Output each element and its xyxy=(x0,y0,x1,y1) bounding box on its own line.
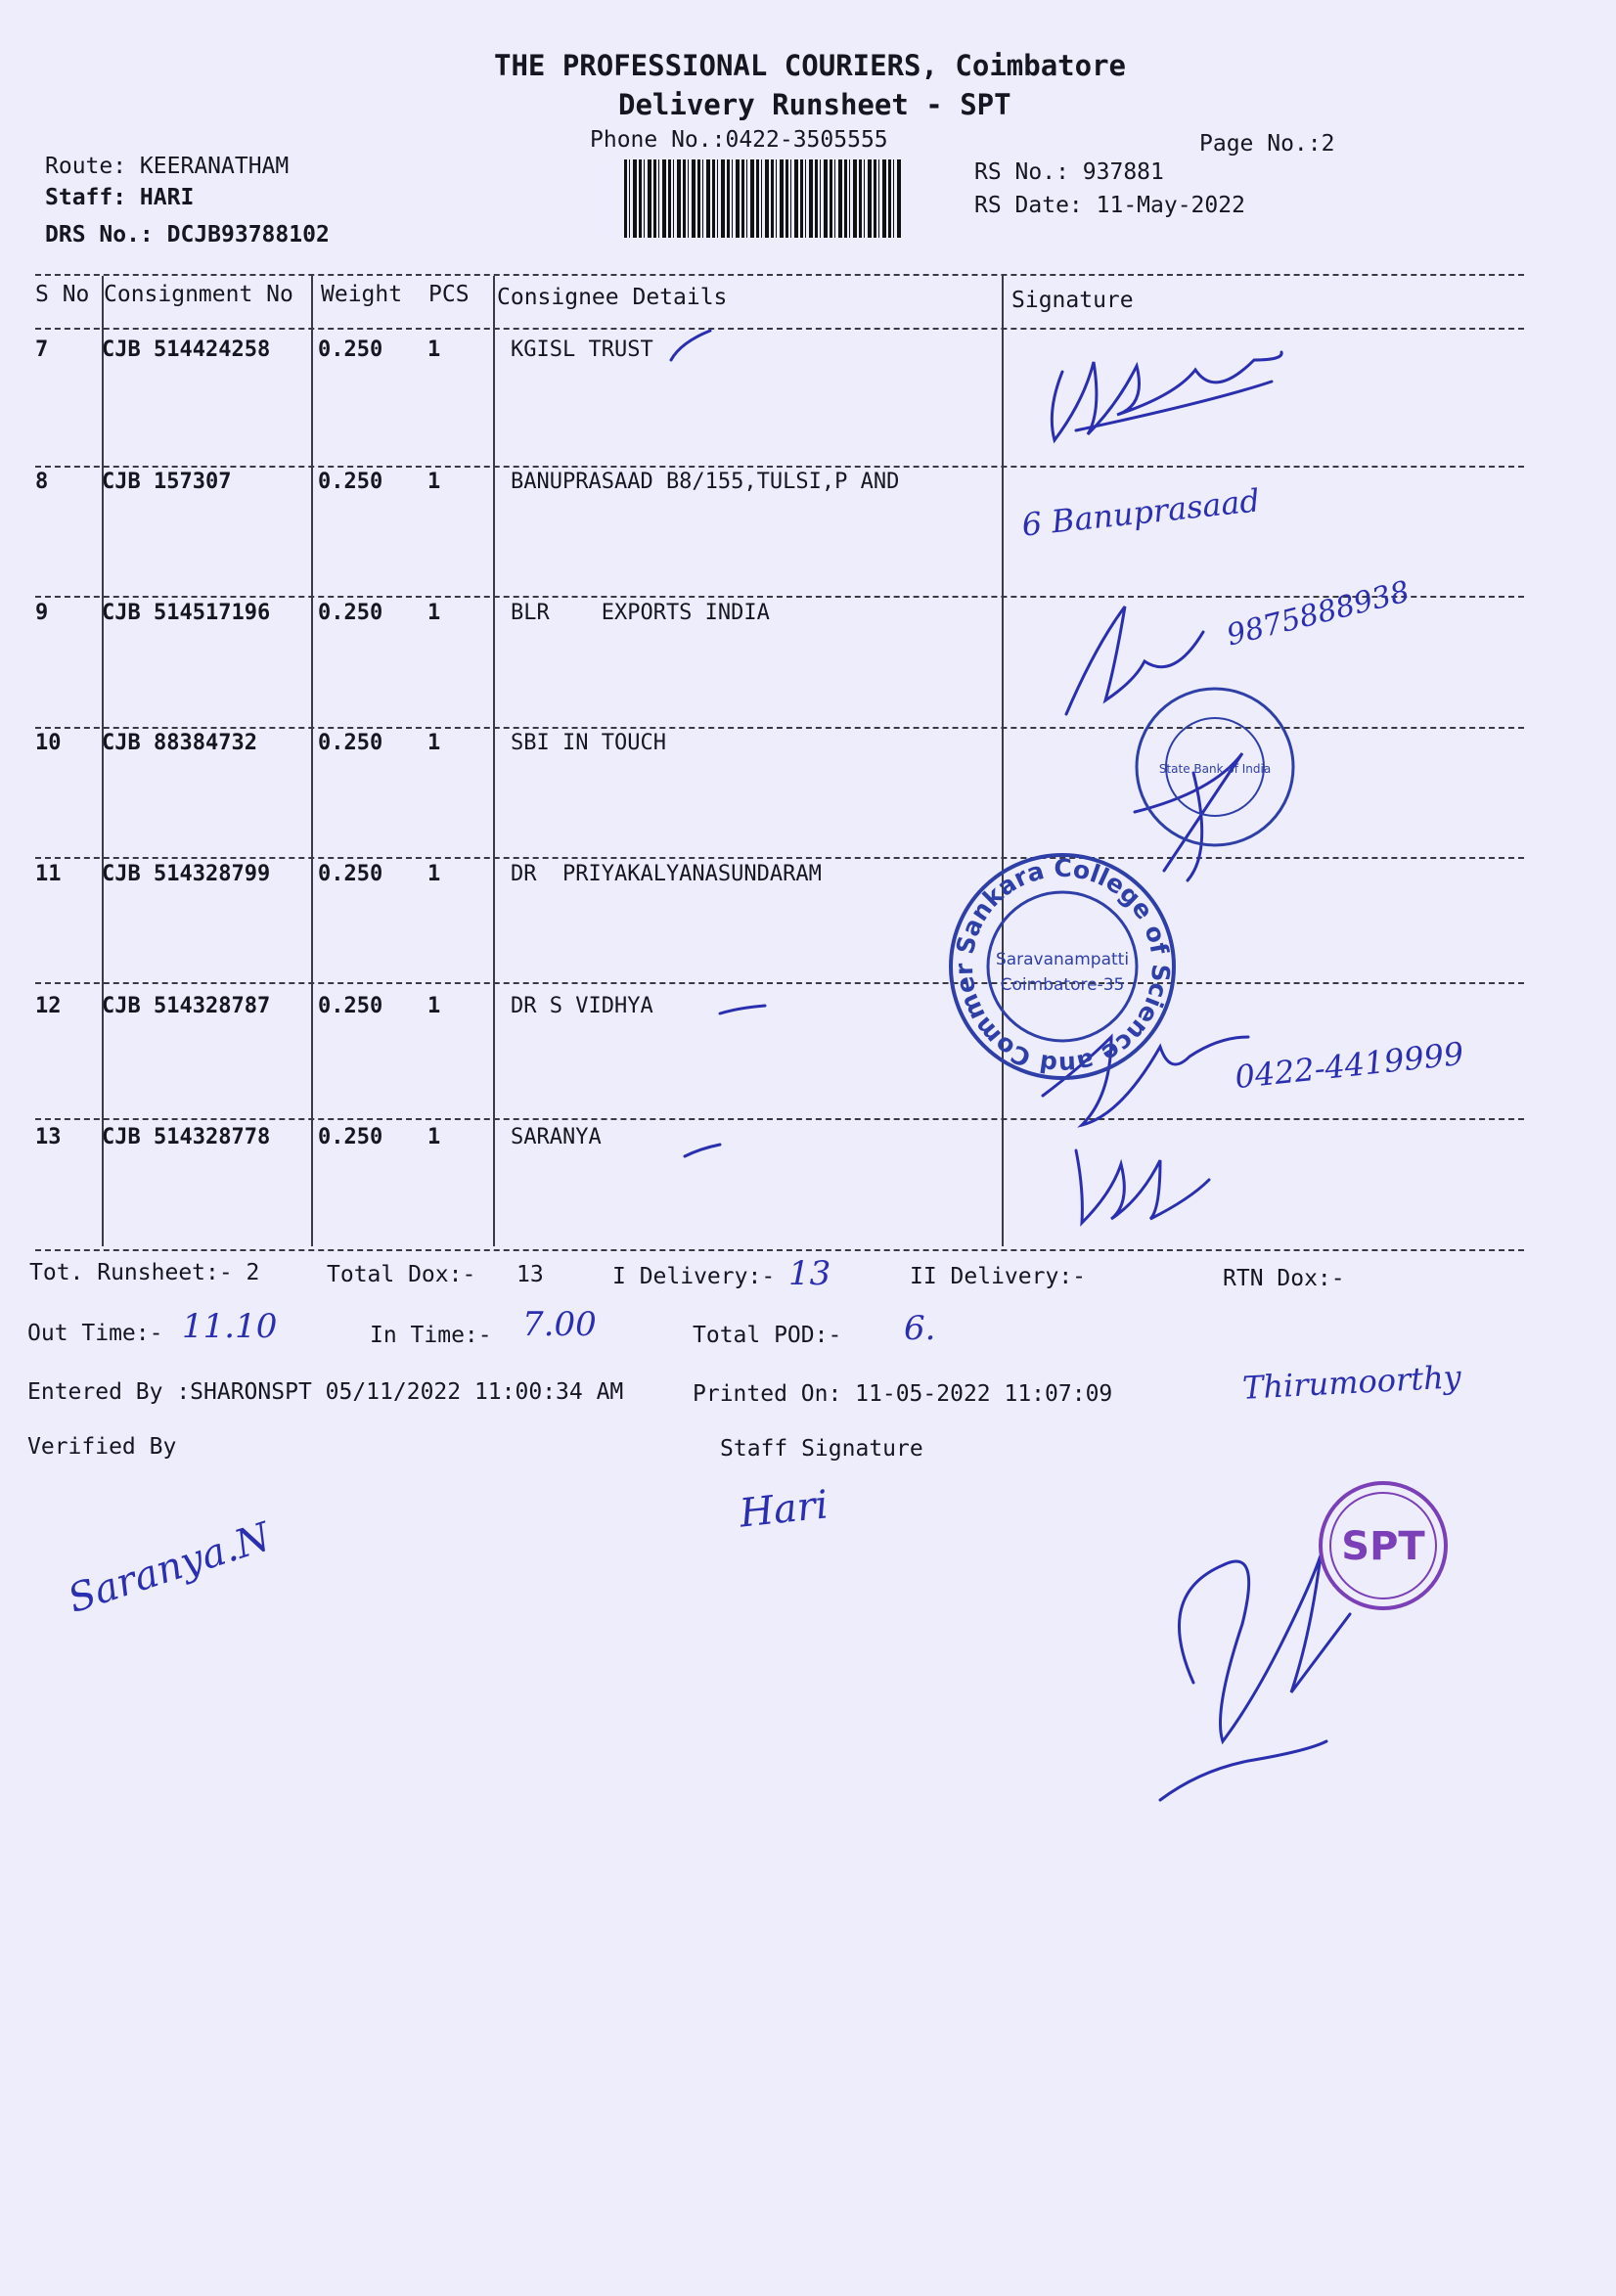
staff-signature-label: Staff Signature xyxy=(720,1436,923,1462)
total-dox-value: 13 xyxy=(516,1262,544,1287)
total-dox-label: Total Dox:- xyxy=(327,1262,476,1287)
cell-sno: 8 xyxy=(35,470,49,494)
college-stamp-line2: Coimbatore-35 xyxy=(1000,975,1125,995)
in-time-value: 7.00 xyxy=(522,1305,597,1344)
cell-consignee: BLR EXPORTS INDIA xyxy=(511,601,770,625)
staff-signature: Hari xyxy=(737,1482,830,1537)
spt-stamp-text: SPT xyxy=(1341,1524,1425,1569)
cell-consignee: DR PRIYAKALYANASUNDARAM xyxy=(511,862,822,886)
cell-pcs: 1 xyxy=(427,1125,441,1149)
rtn-dox-label: RTN Dox:- xyxy=(1223,1266,1345,1291)
cell-consignee: SARANYA xyxy=(511,1125,602,1149)
cell-consignee: KGISL TRUST xyxy=(511,338,653,362)
cell-consignment: CJB 514328778 xyxy=(102,1125,271,1149)
signature-row13 xyxy=(1076,1150,1209,1223)
staff: Staff: HARI xyxy=(45,185,195,210)
total-pod-value: 6. xyxy=(904,1309,936,1348)
tick-mark xyxy=(685,1145,720,1156)
cell-weight: 0.250 xyxy=(318,338,383,362)
drs-number: DRS No.: DCJB93788102 xyxy=(45,222,330,248)
col-header-weight: Weight xyxy=(321,282,403,307)
cell-weight: 0.250 xyxy=(318,1125,383,1149)
entered-by: Entered By :SHARONSPT 05/11/2022 11:00:34 AM xyxy=(27,1379,624,1405)
cell-weight: 0.250 xyxy=(318,994,383,1018)
route: Route: KEERANATHAM xyxy=(45,154,290,179)
cell-consignee: SBI IN TOUCH xyxy=(511,731,666,755)
cell-consignment: CJB 514328799 xyxy=(102,862,271,886)
cell-pcs: 1 xyxy=(427,994,441,1018)
ii-delivery-label: II Delivery:- xyxy=(910,1264,1087,1289)
verified-by-label: Verified By xyxy=(27,1434,177,1460)
col-header-sno: S No xyxy=(35,282,90,307)
rs-number: RS No.: 937881 xyxy=(974,159,1164,185)
tick-mark xyxy=(671,331,710,360)
phone-number: Phone No.:0422-3505555 xyxy=(590,127,888,153)
cell-sno: 10 xyxy=(35,731,62,755)
handwritten-phone-row9: 9875888938 xyxy=(1223,574,1414,653)
handwritten-sig-row8: 6 Banuprasaad xyxy=(1019,481,1262,544)
handwritten-phone-row12: 0422-4419999 xyxy=(1233,1034,1466,1097)
college-stamp-ring-text: Sankara College of Science and Commerce xyxy=(936,827,1176,1080)
cell-weight: 0.250 xyxy=(318,470,383,494)
total-runsheet: Tot. Runsheet:- 2 xyxy=(29,1260,260,1285)
cell-pcs: 1 xyxy=(427,338,441,362)
printed-on: Printed On: 11-05-2022 11:07:09 xyxy=(693,1381,1113,1407)
cell-consignee: BANUPRASAAD B8/155,TULSI,P AND xyxy=(511,470,900,494)
cell-consignment: CJB 157307 xyxy=(102,470,232,494)
runsheet-subtitle: Delivery Runsheet - SPT xyxy=(618,88,1011,121)
spt-stamp xyxy=(1315,1477,1452,1614)
company-title: THE PROFESSIONAL COURIERS, Coimbatore xyxy=(494,49,1127,82)
cell-sno: 7 xyxy=(35,338,49,362)
verified-by-signature: Saranya.N xyxy=(63,1514,277,1622)
cell-weight: 0.250 xyxy=(318,862,383,886)
cell-sno: 9 xyxy=(35,601,49,625)
entered-by-signature: Thirumoorthy xyxy=(1241,1358,1462,1407)
out-time-value: 11.10 xyxy=(182,1307,278,1346)
cell-consignment: CJB 514517196 xyxy=(102,601,271,625)
i-delivery-value: 13 xyxy=(788,1254,831,1293)
i-delivery-label: I Delivery:- xyxy=(612,1264,776,1289)
cell-pcs: 1 xyxy=(427,731,441,755)
rs-date: RS Date: 11-May-2022 xyxy=(974,193,1245,218)
page-number: Page No.:2 xyxy=(1199,131,1335,157)
cell-pcs: 1 xyxy=(427,862,441,886)
cell-consignment: CJB 514424258 xyxy=(102,338,271,362)
cell-pcs: 1 xyxy=(427,601,441,625)
total-pod-label: Total POD:- xyxy=(693,1323,842,1348)
out-time-label: Out Time:- xyxy=(27,1321,163,1346)
cell-sno: 12 xyxy=(35,994,62,1018)
cell-consignee: DR S VIDHYA xyxy=(511,994,653,1018)
col-header-consignee: Consignee Details xyxy=(497,285,728,310)
college-stamp xyxy=(936,827,1180,1084)
cell-sno: 13 xyxy=(35,1125,62,1149)
col-header-signature: Signature xyxy=(1011,288,1134,313)
cell-consignment: CJB 88384732 xyxy=(102,731,257,755)
cell-consignment: CJB 514328787 xyxy=(102,994,271,1018)
cell-sno: 11 xyxy=(35,862,62,886)
bank-stamp xyxy=(1135,685,1301,851)
col-header-consignment: Consignment No xyxy=(104,282,293,307)
cell-weight: 0.250 xyxy=(318,731,383,755)
bank-stamp-text: State Bank of India xyxy=(1158,762,1272,776)
cell-weight: 0.250 xyxy=(318,601,383,625)
in-time-label: In Time:- xyxy=(370,1323,492,1348)
col-header-pcs: PCS xyxy=(428,282,470,307)
tick-mark xyxy=(720,1006,765,1013)
cell-pcs: 1 xyxy=(427,470,441,494)
college-stamp-line1: Saravanampatti xyxy=(995,950,1130,969)
